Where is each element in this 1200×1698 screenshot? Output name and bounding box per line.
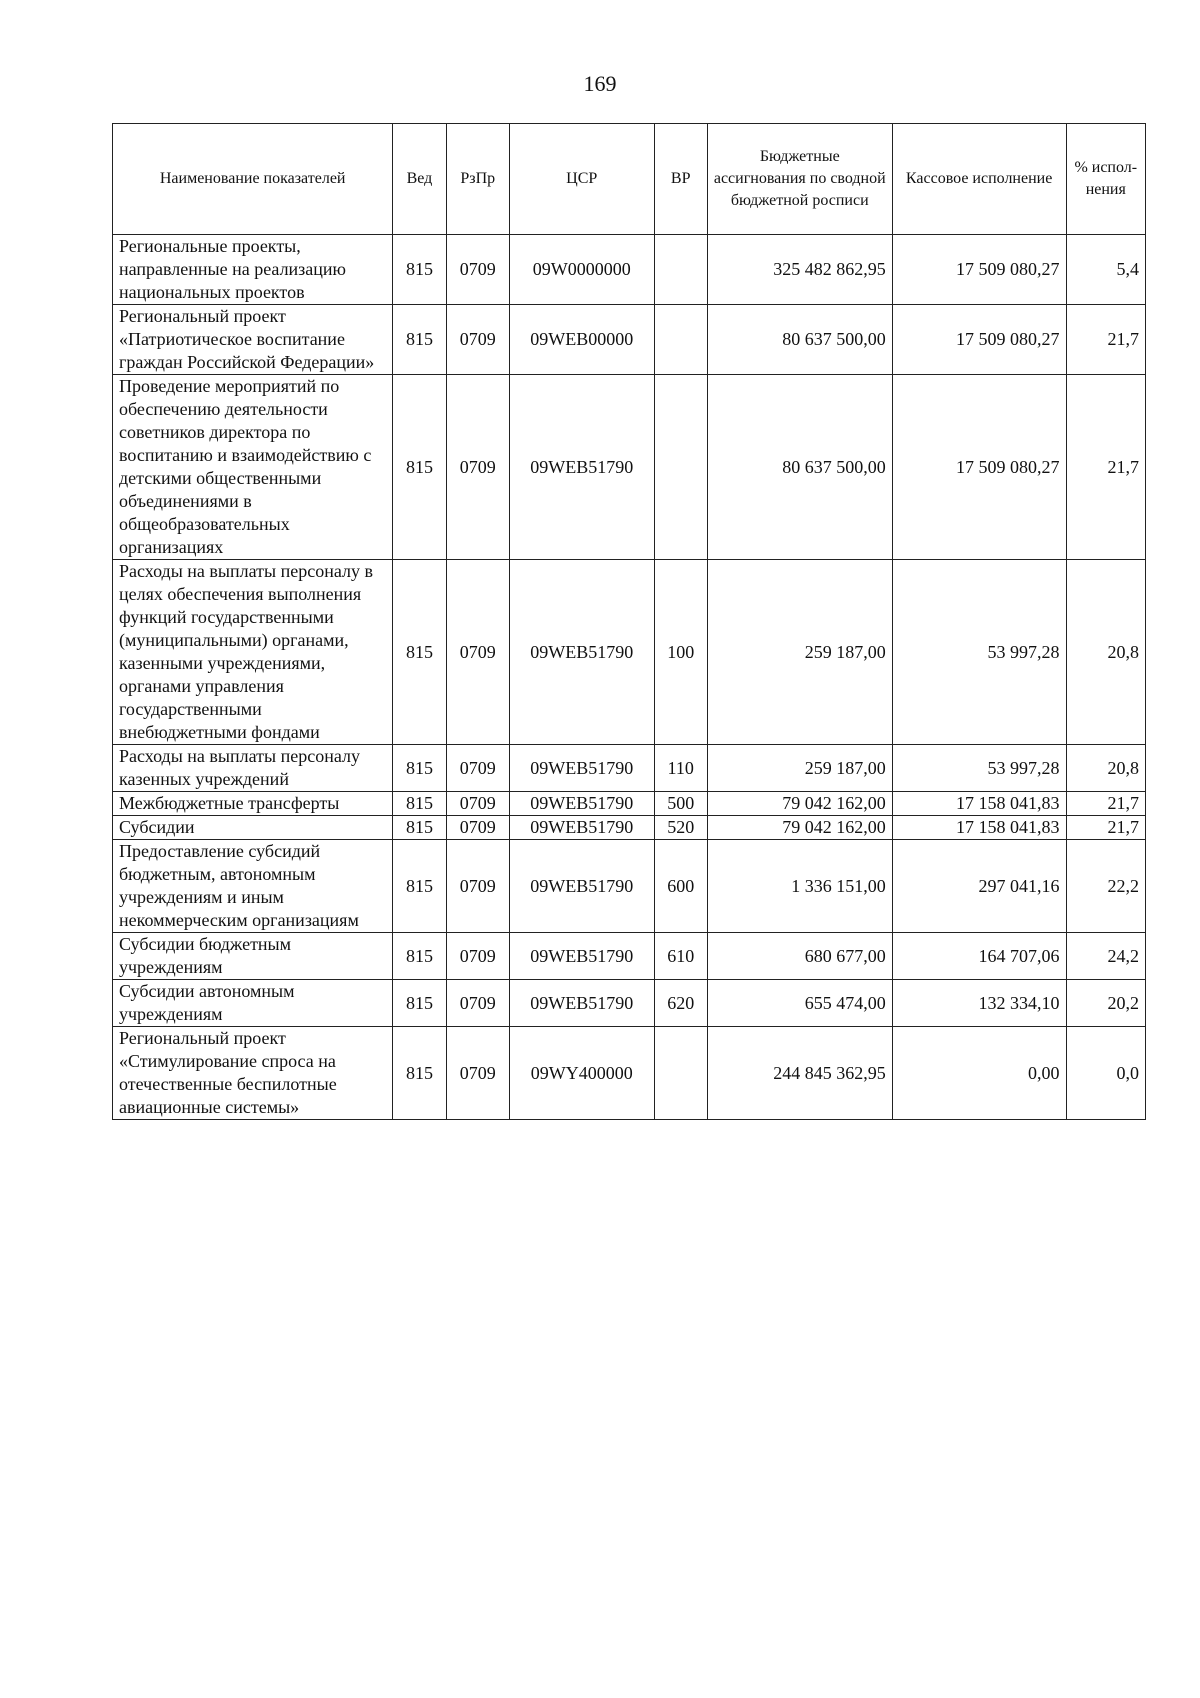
row-percent: 20,2 — [1066, 980, 1145, 1027]
row-vr: 600 — [654, 840, 707, 933]
row-ved: 815 — [393, 980, 446, 1027]
header-csr: ЦСР — [509, 124, 654, 235]
row-ved: 815 — [393, 235, 446, 305]
row-rzpr: 0709 — [446, 305, 509, 375]
table-header-row — [113, 124, 1146, 235]
row-rzpr: 0709 — [446, 816, 509, 840]
row-name: Проведение мероприятий по обеспечению деятельности советников директора по воспитанию и взаимодействию с детскими общественными объединениями в общеобразовательных организациях — [113, 375, 393, 560]
row-executed: 17 509 080,27 — [892, 305, 1066, 375]
row-assigned: 259 187,00 — [707, 745, 892, 792]
row-percent: 0,0 — [1066, 1027, 1145, 1120]
row-executed: 297 041,16 — [892, 840, 1066, 933]
row-vr — [654, 375, 707, 560]
row-executed: 0,00 — [892, 1027, 1066, 1120]
row-name: Субсидии — [113, 816, 393, 840]
row-vr: 500 — [654, 792, 707, 816]
budget-execution-table — [112, 123, 1146, 1120]
row-assigned: 79 042 162,00 — [707, 816, 892, 840]
row-ved: 815 — [393, 792, 446, 816]
row-vr: 620 — [654, 980, 707, 1027]
row-rzpr: 0709 — [446, 980, 509, 1027]
row-percent: 20,8 — [1066, 745, 1145, 792]
row-assigned: 1 336 151,00 — [707, 840, 892, 933]
row-name: Предоставление субсидий бюджетным, автономным учреждениям и иным некоммерческим организациям — [113, 840, 393, 933]
row-percent: 21,7 — [1066, 792, 1145, 816]
row-rzpr: 0709 — [446, 1027, 509, 1120]
row-csr: 09WEB00000 — [509, 305, 654, 375]
header-rzpr: РзПр — [446, 124, 509, 235]
row-rzpr: 0709 — [446, 840, 509, 933]
row-executed: 164 707,06 — [892, 933, 1066, 980]
row-ved: 815 — [393, 305, 446, 375]
table-row — [113, 1027, 1146, 1120]
row-rzpr: 0709 — [446, 560, 509, 745]
row-csr: 09WY400000 — [509, 1027, 654, 1120]
header-name: Наименование показателей — [113, 124, 393, 235]
table-row — [113, 792, 1146, 816]
row-percent: 21,7 — [1066, 305, 1145, 375]
table-row — [113, 980, 1146, 1027]
row-vr: 520 — [654, 816, 707, 840]
row-csr: 09WEB51790 — [509, 375, 654, 560]
row-name: Расходы на выплаты персоналу в целях обеспечения выполнения функций государственными (муниципальными) органами, казенными учреждениями, органами управления государственными внебюджетными фондами — [113, 560, 393, 745]
row-vr: 110 — [654, 745, 707, 792]
row-rzpr: 0709 — [446, 792, 509, 816]
row-executed: 17 158 041,83 — [892, 816, 1066, 840]
row-assigned: 80 637 500,00 — [707, 375, 892, 560]
row-vr: 610 — [654, 933, 707, 980]
table-row — [113, 560, 1146, 745]
row-assigned: 680 677,00 — [707, 933, 892, 980]
row-vr — [654, 1027, 707, 1120]
table-row — [113, 840, 1146, 933]
header-percent: % испол-нения — [1066, 124, 1145, 235]
row-executed: 17 509 080,27 — [892, 235, 1066, 305]
row-percent: 24,2 — [1066, 933, 1145, 980]
row-name: Региональный проект «Стимулирование спроса на отечественные беспилотные авиационные системы» — [113, 1027, 393, 1120]
row-ved: 815 — [393, 745, 446, 792]
row-percent: 22,2 — [1066, 840, 1145, 933]
row-executed: 53 997,28 — [892, 745, 1066, 792]
row-rzpr: 0709 — [446, 745, 509, 792]
row-name: Межбюджетные трансферты — [113, 792, 393, 816]
header-executed: Кассовое исполнение — [892, 124, 1066, 235]
table-row — [113, 816, 1146, 840]
row-ved: 815 — [393, 816, 446, 840]
row-ved: 815 — [393, 933, 446, 980]
row-percent: 21,7 — [1066, 816, 1145, 840]
row-csr: 09WEB51790 — [509, 745, 654, 792]
row-csr: 09WEB51790 — [509, 933, 654, 980]
header-assigned: Бюджетные ассигнования по сводной бюджетной росписи — [707, 124, 892, 235]
row-ved: 815 — [393, 375, 446, 560]
row-ved: 815 — [393, 560, 446, 745]
row-name: Региональные проекты, направленные на реализацию национальных проектов — [113, 235, 393, 305]
row-rzpr: 0709 — [446, 235, 509, 305]
row-executed: 17 509 080,27 — [892, 375, 1066, 560]
row-csr: 09WEB51790 — [509, 980, 654, 1027]
table-row — [113, 375, 1146, 560]
row-name: Субсидии бюджетным учреждениям — [113, 933, 393, 980]
row-assigned: 325 482 862,95 — [707, 235, 892, 305]
row-csr: 09WEB51790 — [509, 560, 654, 745]
row-csr: 09W0000000 — [509, 235, 654, 305]
table-row — [113, 305, 1146, 375]
row-rzpr: 0709 — [446, 375, 509, 560]
header-ved: Вед — [393, 124, 446, 235]
row-percent: 5,4 — [1066, 235, 1145, 305]
row-executed: 53 997,28 — [892, 560, 1066, 745]
row-csr: 09WEB51790 — [509, 816, 654, 840]
row-assigned: 244 845 362,95 — [707, 1027, 892, 1120]
row-rzpr: 0709 — [446, 933, 509, 980]
row-name: Региональный проект «Патриотическое воспитание граждан Российской Федерации» — [113, 305, 393, 375]
row-executed: 132 334,10 — [892, 980, 1066, 1027]
row-percent: 21,7 — [1066, 375, 1145, 560]
row-vr — [654, 235, 707, 305]
table-row — [113, 745, 1146, 792]
row-csr: 09WEB51790 — [509, 792, 654, 816]
header-vr: ВР — [654, 124, 707, 235]
row-ved: 815 — [393, 1027, 446, 1120]
row-vr — [654, 305, 707, 375]
row-ved: 815 — [393, 840, 446, 933]
row-assigned: 80 637 500,00 — [707, 305, 892, 375]
row-assigned: 259 187,00 — [707, 560, 892, 745]
row-csr: 09WEB51790 — [509, 840, 654, 933]
row-name: Субсидии автономным учреждениям — [113, 980, 393, 1027]
row-assigned: 79 042 162,00 — [707, 792, 892, 816]
table-row — [113, 235, 1146, 305]
page-number: 169 — [583, 71, 617, 96]
row-vr: 100 — [654, 560, 707, 745]
row-assigned: 655 474,00 — [707, 980, 892, 1027]
row-name: Расходы на выплаты персоналу казенных учреждений — [113, 745, 393, 792]
row-percent: 20,8 — [1066, 560, 1145, 745]
row-executed: 17 158 041,83 — [892, 792, 1066, 816]
table-row — [113, 933, 1146, 980]
